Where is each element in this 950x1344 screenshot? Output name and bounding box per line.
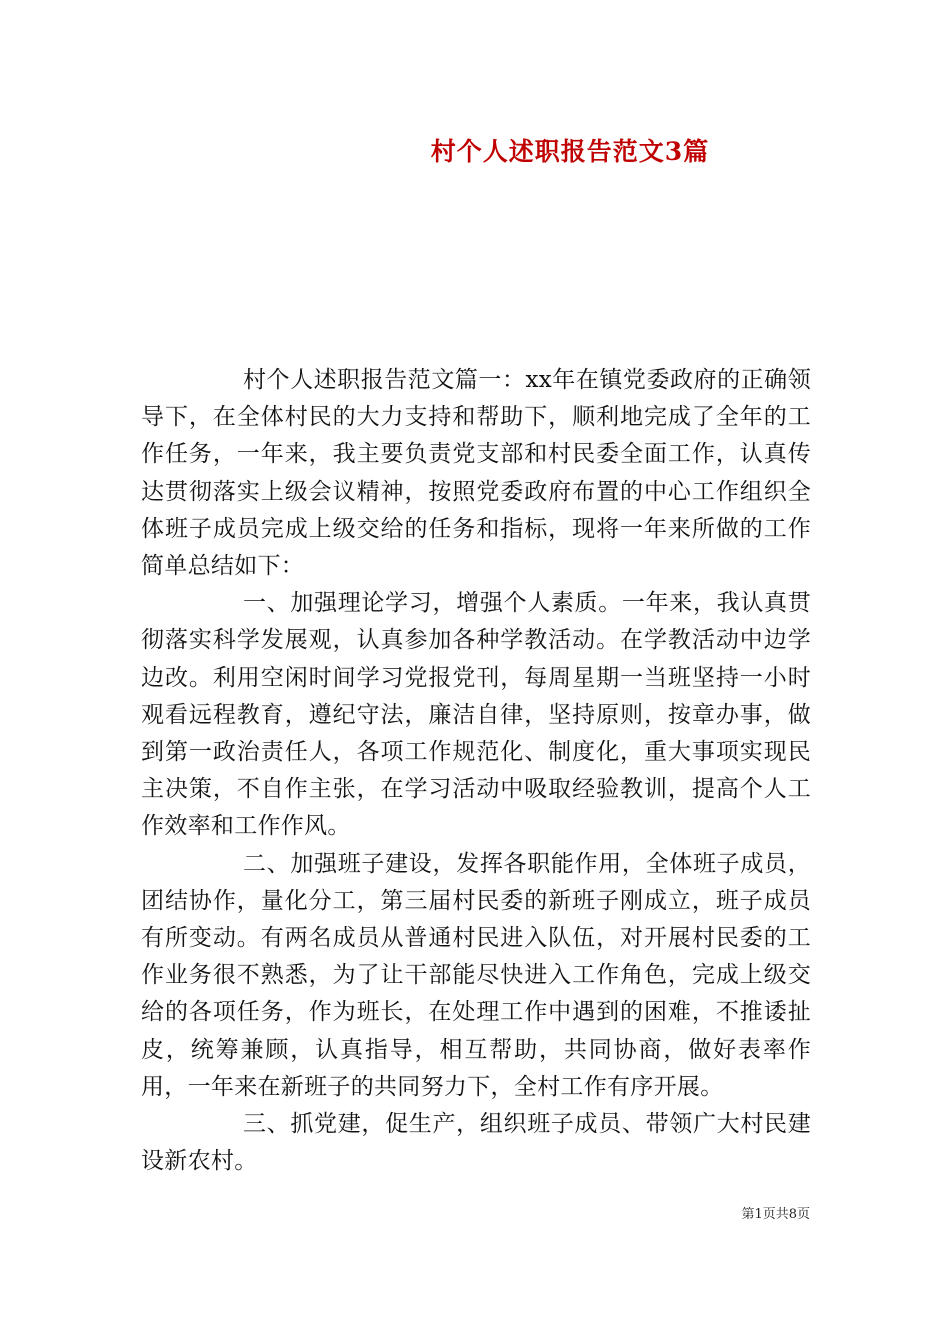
paragraph-section-2: 二、加强班子建设，发挥各职能作用，全体班子成员，团结协作，量化分工，第三届村民委的新班子刚成立，班子成员有所变动。有两名成员从普通村民进入队伍，对开展村民委的工作业务很不熟悉，为了让干部能尽快进入工作角色，完成上级交给的各项任务，作为班长，在处理工作中遇到的困难，不推诿扯皮，统筹兼顾，认真指导，相互帮助，共同协商，做好表率作用，一年来在新班子的共同努力下，全村工作有序开展。	[141, 850, 811, 1100]
paragraph-section-1: 一、加强理论学习，增强个人素质。一年来，我认真贯彻落实科学发展观，认真参加各种学教活动。在学教活动中边学边改。利用空闲时间学习党报党刊，每周星期一当班坚持一小时观看远程教育，遵纪守法，廉洁自律，坚持原则，按章办事，做到第一政治责任人，各项工作规范化、制度化，重大事项实现民主决策，不自作主张，在学习活动中吸取经验教训，提高个人工作效率和工作作风。	[141, 590, 811, 840]
document-title: 村个人述职报告范文3篇	[430, 137, 710, 166]
page-number-footer: 第1页共8页	[741, 1207, 810, 1222]
document-body	[141, 362, 811, 1180]
paragraph-section-3: 三、抓党建，促生产，组织班子成员、带领广大村民建设新农村。	[141, 1111, 811, 1175]
paragraph-intro: 村个人述职报告范文篇一：xx年在镇党委政府的正确领导下，在全体村民的大力支持和帮助下，顺利地完成了全年的工作任务，一年来，我主要负责党支部和村民委全面工作，认真传达贯彻落实上级会议精神，按照党委政府布置的中心工作组织全体班子成员完成上级交给的任务和指标，现将一年来所做的工作简单总结如下：	[141, 367, 811, 580]
